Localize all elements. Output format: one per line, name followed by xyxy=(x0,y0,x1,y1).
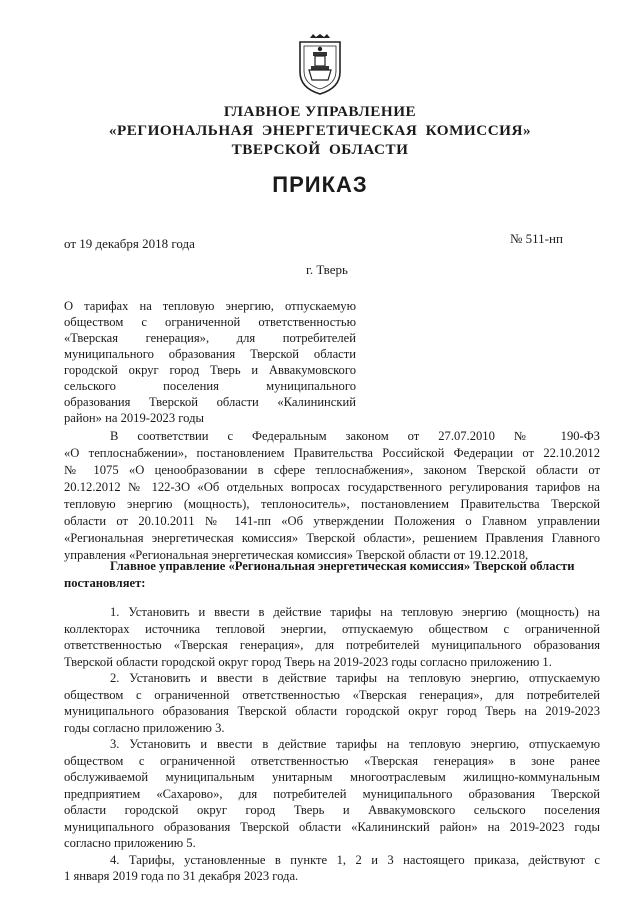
item-line: 1. Установить и ввести в действие тарифы на тепловую энергию (мощность) на xyxy=(110,605,600,619)
item-line: обслуживаемой муниципальным унитарным многоотраслевым жилищно-коммунальным xyxy=(64,770,600,784)
item-line: 2. Установить и ввести в действие тарифы на тепловую энергию, отпускаемую xyxy=(110,671,600,685)
item-line: 1 января 2019 года по 31 декабря 2023 года. xyxy=(64,869,299,883)
preamble-line: тепловую энергию (мощность), теплоноситель», постановлением Правительства Тверской xyxy=(64,497,600,511)
item-line: ответственностью «Тверская генерация», для потребителей муниципального образования xyxy=(64,638,600,652)
item-line: муниципального образования Тверской области городской округ город Тверь на 2019-2023 xyxy=(64,704,600,718)
org-name-line-3: ТВЕРСКОЙ ОБЛАСТИ xyxy=(231,141,409,158)
item-line: области городской округ город Тверь и Аввакумовского сельского поселения xyxy=(64,803,600,817)
subject-block xyxy=(64,298,356,426)
item-line: 3. Установить и ввести в действие тарифы на тепловую энергию, отпускаемую xyxy=(110,737,600,751)
subject-line: муниципального образования Тверской области xyxy=(64,347,356,361)
document-date: от 19 декабря 2018 года xyxy=(64,236,195,251)
org-name-line-2: «РЕГИОНАЛЬНАЯ ЭНЕРГЕТИЧЕСКАЯ КОМИССИЯ» xyxy=(108,122,532,139)
preamble-line: «О теплоснабжении», постановлением Правительства Российской Федерации от 22.10.2012 xyxy=(64,446,600,460)
item-line: согласно приложению 5. xyxy=(64,836,196,850)
subject-line: район» на 2019-2023 годы xyxy=(64,411,204,425)
org-name-line-1: ГЛАВНОЕ УПРАВЛЕНИЕ xyxy=(223,103,417,120)
preamble-line: управления «Региональная энергетическая комиссия» Тверской области от 19.12.2018, xyxy=(64,548,529,562)
decree-heading-line-2: постановляет: xyxy=(64,576,146,590)
decree-heading-line-1: Главное управление «Региональная энергетическая комиссия» Тверской области xyxy=(110,559,575,573)
preamble-line: «Региональная энергетическая комиссия» Тверской области», решением Правления Главного xyxy=(64,531,600,545)
decree-heading xyxy=(64,558,600,592)
subject-line: сельского поселения муниципального xyxy=(64,379,356,393)
subject-line: обществом с ограниченной ответственностью xyxy=(64,315,356,329)
item-line: коллекторах источника тепловой энергии, отпускаемую обществом с ограниченной xyxy=(64,621,600,636)
document-city: г. Тверь xyxy=(306,262,348,277)
decree-item-4 xyxy=(64,852,600,885)
decree-item-3 xyxy=(64,736,600,852)
tver-coat-of-arms-icon xyxy=(296,34,344,96)
item-line: обществом с ограниченной ответственностью «Тверская генерация» в зоне ранее xyxy=(64,753,600,768)
subject-line: городской округ город Тверь и Аввакумовского xyxy=(64,363,356,377)
item-line: годы согласно приложению 3. xyxy=(64,720,225,735)
item-line: обществом с ограниченной ответственностью «Тверская генерация», для потребителей xyxy=(64,687,600,702)
item-line: 4. Тарифы, установленные в пункте 1, 2 и 3 настоящего приказа, действуют с xyxy=(110,852,600,867)
decree-item-1 xyxy=(64,604,600,670)
preamble-line: области от 20.10.2011 № 141-пп «Об утверждении Положения о Главном управлении xyxy=(64,514,600,528)
subject-line: «Тверская генерация», для потребителей xyxy=(64,331,356,345)
preamble-line: В соответствии с Федеральным законом от 27.07.2010 № 190-ФЗ xyxy=(110,429,600,443)
preamble-block xyxy=(64,428,600,564)
item-line: предприятием «Сахарово», для потребителей муниципального образования Тверской xyxy=(64,786,600,801)
decree-item-2 xyxy=(64,670,600,736)
document-number: № 511-нп xyxy=(510,231,563,246)
preamble-line: № 1075 «О ценообразовании в сфере теплоснабжения», законом Тверской области от xyxy=(64,463,600,477)
preamble-line: 20.12.2012 № 122-ЗО «Об отдельных вопросах государственного регулирования тарифов на xyxy=(64,480,600,494)
decree-items xyxy=(64,604,600,885)
document-type-title: ПРИКАЗ xyxy=(272,172,368,197)
item-line: муниципального образования Тверской области «Калининский район» на 2019-2023 годы xyxy=(64,819,600,834)
item-line: Тверской области городской округ город Тверь на 2019-2023 годы согласно приложению 1. xyxy=(64,654,552,669)
subject-line: образования Тверской области «Калининский xyxy=(64,395,356,409)
subject-line: О тарифах на тепловую энергию, отпускаемую xyxy=(64,299,356,313)
